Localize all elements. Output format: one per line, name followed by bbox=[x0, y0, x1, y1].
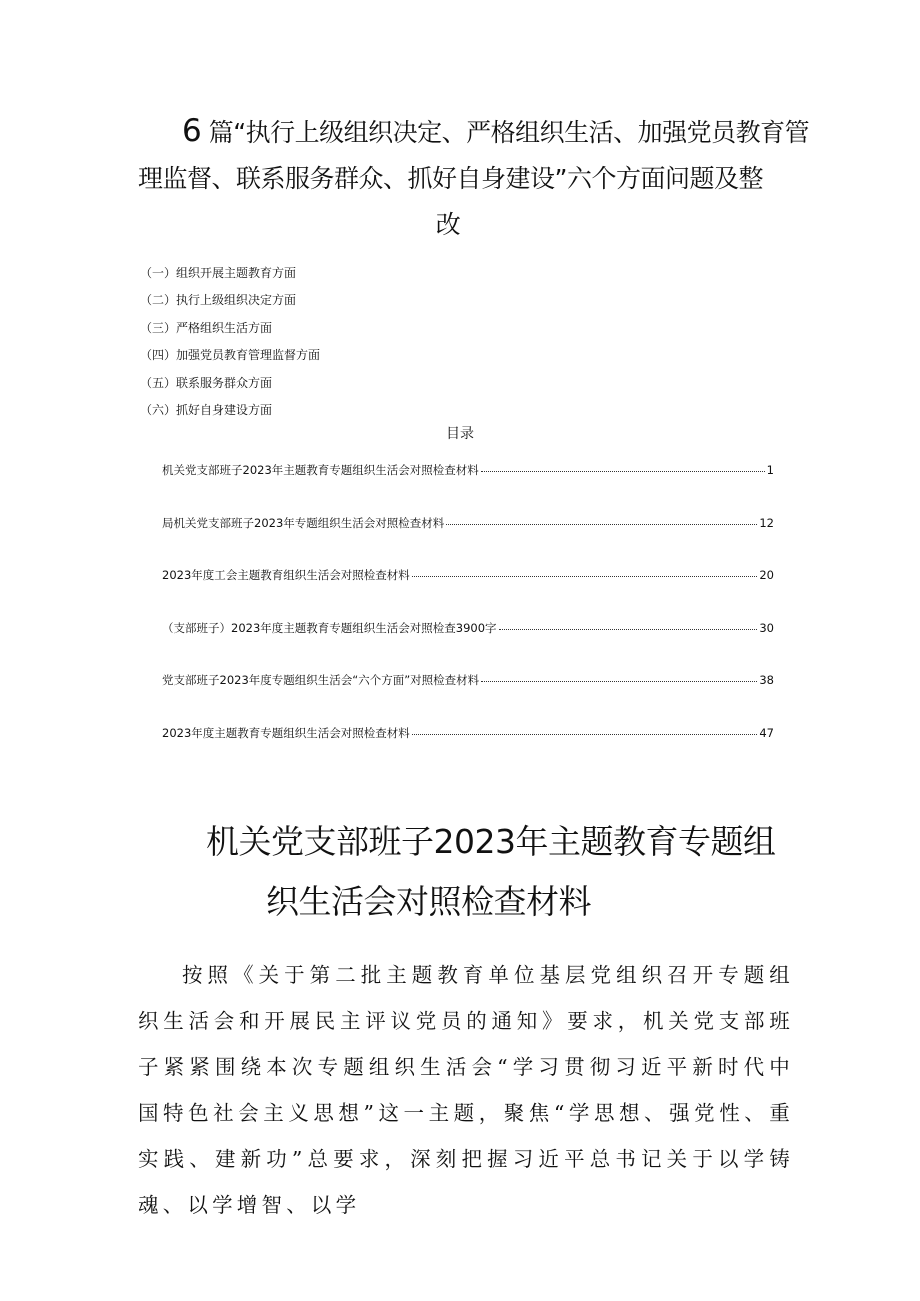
toc-entry-title: 2023年度主题教育专题组织生活会对照检查材料 bbox=[162, 725, 410, 740]
toc-dot-leader bbox=[481, 681, 757, 682]
toc-entry-page: 1 bbox=[766, 463, 774, 477]
outline-item: （五）联系服务群众方面 bbox=[140, 375, 273, 390]
document-title-line-1 bbox=[138, 108, 810, 156]
toc-entry-page: 20 bbox=[759, 568, 774, 583]
outline-item: （六）抓好自身建设方面 bbox=[140, 403, 273, 418]
document-title-line-3: 改 bbox=[435, 210, 461, 239]
toc-dot-leader bbox=[446, 524, 757, 525]
toc-dot-leader bbox=[499, 629, 758, 630]
toc-entry-title: 机关党支部班子2023年主题教育专题组织生活会对照检查材料 bbox=[162, 463, 479, 477]
toc-entry[interactable] bbox=[162, 567, 774, 620]
toc-entry[interactable] bbox=[162, 672, 774, 725]
section-title-line-2: 织生活会对照检查材料 bbox=[266, 882, 591, 921]
toc-entry-title: 局机关党支部班子2023年专题组织生活会对照检查材料 bbox=[162, 515, 445, 530]
toc-entry[interactable] bbox=[162, 620, 774, 673]
table-of-contents bbox=[162, 462, 774, 778]
outline-item: （一）组织开展主题教育方面 bbox=[140, 266, 297, 280]
outline-item: （三）严格组织生活方面 bbox=[140, 320, 273, 335]
toc-entry-page: 12 bbox=[759, 515, 774, 530]
toc-dot-leader bbox=[481, 471, 765, 472]
document-title-number: 6 bbox=[182, 113, 202, 149]
toc-heading: 目录 bbox=[446, 426, 474, 442]
toc-entry-page: 30 bbox=[759, 620, 774, 635]
outline-item: （二）执行上级组织决定方面 bbox=[140, 293, 297, 308]
section-title-line-1: 机关党支部班子2023年主题教育专题组 bbox=[206, 822, 776, 861]
toc-entry[interactable] bbox=[162, 515, 774, 568]
toc-entry-title: 党支部班子2023年度专题组织生活会“六个方面”对照检查材料 bbox=[162, 673, 480, 688]
outline-item: （四）加强党员教育管理监督方面 bbox=[140, 348, 321, 363]
toc-entry[interactable] bbox=[162, 462, 774, 515]
outline-list bbox=[140, 260, 320, 424]
toc-entry-page: 47 bbox=[759, 725, 774, 740]
toc-entry-page: 38 bbox=[759, 673, 774, 688]
toc-dot-leader bbox=[412, 734, 758, 735]
document-title-line-2: 理监督、联系服务群众、抓好自身建设”六个方面问题及整 bbox=[138, 164, 763, 193]
document-title-line-1-text: 篇“执行上级组织决定、严格组织生活、加强党员教育管 bbox=[208, 118, 810, 147]
document-title bbox=[138, 108, 810, 248]
section-paragraph: 按照《关于第二批主题教育单位基层党组织召开专题组织生活会和开展民主评议党员的通知》要求，机关党支部班子紧紧围绕本次专题组织生活会“学习贯彻习近平新时代中国特色社会主义思想”这一主题，聚焦“学思想、强党性、重实践、建新功”总要求，深刻把握习近平总书记关于以学铸魂、以学增智、以学 bbox=[138, 963, 794, 1217]
toc-dot-leader bbox=[412, 576, 758, 577]
toc-entry-title: 2023年度工会主题教育组织生活会对照检查材料 bbox=[162, 568, 410, 583]
section-title bbox=[0, 812, 920, 932]
toc-entry[interactable] bbox=[162, 725, 774, 778]
toc-entry-title: （支部班子）2023年度主题教育专题组织生活会对照检查3900字 bbox=[162, 620, 497, 635]
